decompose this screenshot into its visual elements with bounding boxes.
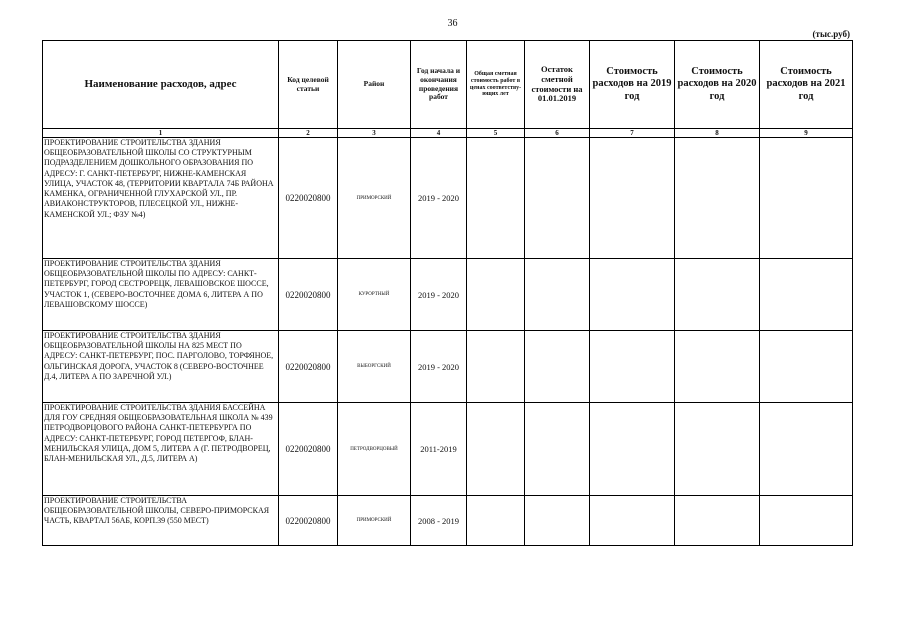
row-cost-2020 — [675, 331, 760, 403]
row-cost-2019 — [590, 496, 675, 546]
row-cost-2019 — [590, 138, 675, 259]
row-cost-2021 — [760, 331, 853, 403]
row-cost-2020 — [675, 403, 760, 496]
row-cost-2021 — [760, 259, 853, 331]
row-years: 2019 - 2020 — [411, 331, 467, 403]
header-estimated-cost: Общая сметная стоимость работ в ценах соответству-ющих лет — [467, 41, 525, 129]
row-name: ПРОЕКТИРОВАНИЕ СТРОИТЕЛЬСТВА ЗДАНИЯ ОБЩЕОБРАЗОВАТЕЛЬНОЙ ШКОЛЫ НА 825 МЕСТ ПО АДРЕСУ: САНКТ-ПЕТЕРБУРГ, ПОС. ПАРГОЛОВО, ТОРФЯНОЕ, ОЛЬГИНСКАЯ ДОРОГА, УЧАСТОК 8 (СЕВЕРО-ВОСТОЧНЕЕ Д.4, ЛИТЕРА А ПО ЗАРЕЧНОЙ УЛ.) — [43, 331, 279, 403]
row-years: 2008 - 2019 — [411, 496, 467, 546]
header-name: Наименование расходов, адрес — [43, 41, 279, 129]
table-row — [43, 138, 853, 259]
table-row — [43, 403, 853, 496]
column-number: 1 — [43, 129, 279, 138]
table-row — [43, 496, 853, 546]
row-code: 0220020800 — [279, 403, 338, 496]
row-district: ПРИМОРСКИЙ — [338, 496, 411, 546]
row-cost-2020 — [675, 496, 760, 546]
row-estimated-cost — [467, 403, 525, 496]
row-cost-2019 — [590, 259, 675, 331]
column-number: 6 — [525, 129, 590, 138]
column-number: 3 — [338, 129, 411, 138]
row-district: КУРОРТНЫЙ — [338, 259, 411, 331]
row-cost-2020 — [675, 259, 760, 331]
header-cost-2020: Стоимость расходов на 2020 год — [675, 41, 760, 129]
row-remaining — [525, 403, 590, 496]
table-row — [43, 331, 853, 403]
row-district: ПЕТРОДВОРЦОВЫЙ — [338, 403, 411, 496]
units-label: (тыс.руб) — [812, 29, 850, 39]
row-years: 2011-2019 — [411, 403, 467, 496]
row-name: ПРОЕКТИРОВАНИЕ СТРОИТЕЛЬСТВА ОБЩЕОБРАЗОВАТЕЛЬНОЙ ШКОЛЫ, СЕВЕРО-ПРИМОРСКАЯ ЧАСТЬ, КВАРТАЛ 56АБ, КОРП.39 (550 МЕСТ) — [43, 496, 279, 546]
column-number: 7 — [590, 129, 675, 138]
row-remaining — [525, 138, 590, 259]
row-district: ВЫБОРГСКИЙ — [338, 331, 411, 403]
row-cost-2020 — [675, 138, 760, 259]
column-number: 2 — [279, 129, 338, 138]
row-remaining — [525, 259, 590, 331]
row-years: 2019 - 2020 — [411, 138, 467, 259]
row-code: 0220020800 — [279, 331, 338, 403]
row-name: ПРОЕКТИРОВАНИЕ СТРОИТЕЛЬСТВА ЗДАНИЯ ОБЩЕОБРАЗОВАТЕЛЬНОЙ ШКОЛЫ ПО АДРЕСУ: САНКТ-ПЕТЕРБУРГ, ГОРОД СЕСТРОРЕЦК, ЛЕВАШОВСКОЕ ШОССЕ, УЧАСТОК 1, (СЕВЕРО-ВОСТОЧНЕЕ ДОМА 6, ЛИТЕРА А ПО ЛЕВАШОВСКОМУ ШОССЕ) — [43, 259, 279, 331]
row-cost-2019 — [590, 331, 675, 403]
row-district: ПРИМОРСКИЙ — [338, 138, 411, 259]
row-code: 0220020800 — [279, 496, 338, 546]
row-cost-2021 — [760, 496, 853, 546]
row-code: 0220020800 — [279, 259, 338, 331]
row-remaining — [525, 331, 590, 403]
row-years: 2019 - 2020 — [411, 259, 467, 331]
header-code: Код целевой статьи — [279, 41, 338, 129]
row-code: 0220020800 — [279, 138, 338, 259]
row-estimated-cost — [467, 331, 525, 403]
row-cost-2021 — [760, 403, 853, 496]
header-years: Год начала и окончания проведения работ — [411, 41, 467, 129]
header-cost-2021: Стоимость расходов на 2021 год — [760, 41, 853, 129]
column-number: 8 — [675, 129, 760, 138]
header-cost-2019: Стоимость расходов на 2019 год — [590, 41, 675, 129]
row-estimated-cost — [467, 259, 525, 331]
row-name: ПРОЕКТИРОВАНИЕ СТРОИТЕЛЬСТВА ЗДАНИЯ БАССЕЙНА ДЛЯ ГОУ СРЕДНЯЯ ОБЩЕОБРАЗОВАТЕЛЬНАЯ ШКОЛА № 439 ПЕТРОДВОРЦОВОГО РАЙОНА САНКТ-ПЕТЕРБУРГА ПО АДРЕСУ: САНКТ-ПЕТЕРБУРГ, ГОРОД ПЕТЕРГОФ, БЛАН-МЕНИЛЬСКАЯ УЛИЦА, ДОМ 5, ЛИТЕРА А (Г. ПЕТРОДВОРЕЦ, БЛАН-МЕНИЛЬСКАЯ УЛ., Д.5, ЛИТЕРА А) — [43, 403, 279, 496]
column-number: 5 — [467, 129, 525, 138]
column-number: 4 — [411, 129, 467, 138]
page-number: 36 — [447, 18, 458, 29]
row-estimated-cost — [467, 496, 525, 546]
row-name: ПРОЕКТИРОВАНИЕ СТРОИТЕЛЬСТВА ЗДАНИЯ ОБЩЕОБРАЗОВАТЕЛЬНОЙ ШКОЛЫ СО СТРУКТУРНЫМ ПОДРАЗДЕЛЕНИЕМ ДОШКОЛЬНОГО ОБРАЗОВАНИЯ ПО АДРЕСУ: Г. САНКТ-ПЕТЕРБУРГ, НИЖНЕ-КАМЕНСКАЯ УЛИЦА, УЧАСТОК 48, (ТЕРРИТОРИИ КВАРТАЛА 74Б РАЙОНА КАМЕНКА, ОГРАНИЧЕННОЙ ГЛУХАРСКОЙ УЛ., ПР. АВИАКОНСТРУКТОРОВ, ПЛЕСЕЦКОЙ УЛ., НИЖНЕ-КАМЕНСКОЙ УЛ.; ФЗУ №4) — [43, 138, 279, 259]
table-row — [43, 259, 853, 331]
column-number: 9 — [760, 129, 853, 138]
row-remaining — [525, 496, 590, 546]
row-cost-2021 — [760, 138, 853, 259]
expenses-table — [42, 40, 853, 546]
header-remaining: Остаток сметной стоимости на 01.01.2019 — [525, 41, 590, 129]
row-estimated-cost — [467, 138, 525, 259]
row-cost-2019 — [590, 403, 675, 496]
header-district: Район — [338, 41, 411, 129]
